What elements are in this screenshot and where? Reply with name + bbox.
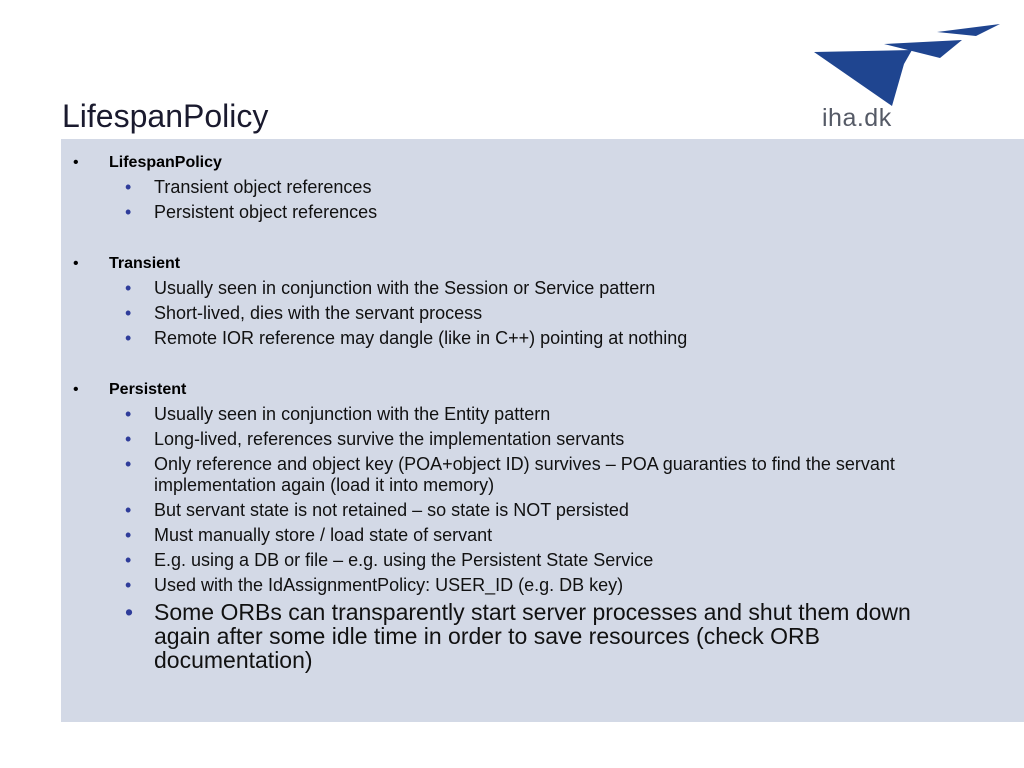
list-item: • Persistent object references (61, 202, 1024, 223)
list-item: • But servant state is not retained – so state is NOT persisted (61, 500, 1024, 521)
list-item: • Only reference and object key (POA+object ID) survives – POA guaranties to find the servant implementation again (load it into memory) (61, 454, 1024, 496)
list-item: • Transient object references (61, 177, 1024, 198)
section-lifespanpolicy (61, 153, 1024, 223)
content-panel (61, 139, 1024, 722)
list-item: • Usually seen in conjunction with the Session or Service pattern (61, 278, 1024, 299)
section-heading: • Transient (61, 254, 1024, 274)
logo-text: iha.dk (822, 104, 892, 132)
section-heading: • LifespanPolicy (61, 153, 1024, 173)
section-transient (61, 254, 1024, 349)
slide-title: LifespanPolicy (62, 98, 269, 134)
section-heading: • Persistent (61, 380, 1024, 400)
section-persistent (61, 380, 1024, 672)
list-item: • Must manually store / load state of servant (61, 525, 1024, 546)
list-item: • Used with the IdAssignmentPolicy: USER_ID (e.g. DB key) (61, 575, 1024, 596)
list-item: • Some ORBs can transparently start server processes and shut them down again after some idle time in order to save resources (check ORB documentation) (61, 600, 1024, 672)
list-item: • Remote IOR reference may dangle (like in C++) pointing at nothing (61, 328, 1024, 349)
list-item: • Short-lived, dies with the servant process (61, 303, 1024, 324)
list-item: • E.g. using a DB or file – e.g. using the Persistent State Service (61, 550, 1024, 571)
list-item: • Usually seen in conjunction with the Entity pattern (61, 404, 1024, 425)
list-item: • Long-lived, references survive the implementation servants (61, 429, 1024, 450)
